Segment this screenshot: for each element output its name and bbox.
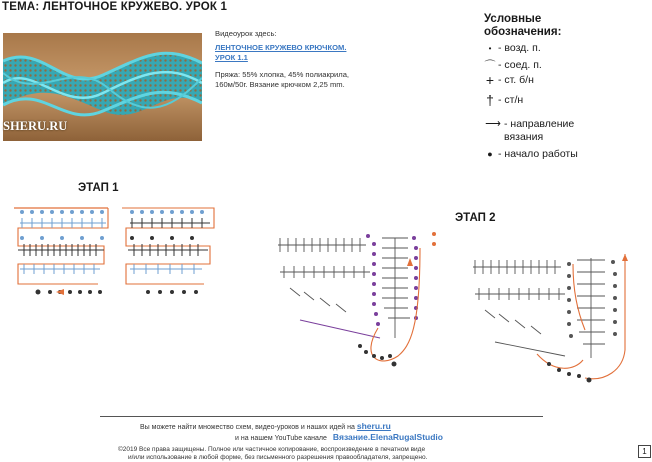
legend-label: - ст. б/н <box>498 74 534 86</box>
legend-label: - соед. п. <box>498 59 542 71</box>
legend-label: - начало работы <box>498 148 578 160</box>
video-link-line1[interactable]: ЛЕНТОЧНОЕ КРУЖЕВО КРЮЧКОМ. <box>215 43 347 52</box>
yarn-line1: Пряжа: 55% хлопка, 45% полиакрила, <box>215 70 350 79</box>
legend-item-dc <box>482 92 523 108</box>
direction-arrow-icon: ⟶ <box>485 118 501 130</box>
legend-item-start <box>482 148 578 160</box>
legend-label <box>504 118 574 144</box>
stage1-label: ЭТАП 1 <box>78 182 119 194</box>
stage1-diagram-b <box>122 208 214 294</box>
legend-item-slip <box>482 57 542 73</box>
legend-label: - возд. п. <box>498 42 541 54</box>
video-link-line2[interactable]: УРОК 1.1 <box>215 53 248 62</box>
stage2-diagrams <box>270 228 645 396</box>
legend-title <box>484 13 594 39</box>
copyright-line1: ©2019 Все права защищены. Полное или частичное копирование, воспроизведение в печатном виде <box>118 446 426 453</box>
legend-item-chain <box>482 42 541 54</box>
copyright-line2: и/или использование в любой форме, без письменного разрешения правообладателя, запрещено. <box>128 454 428 461</box>
legend-label-line1: - направление <box>504 118 575 130</box>
stage2-diagram-b <box>473 254 628 383</box>
stage1-diagrams <box>8 198 226 300</box>
yarn-line2: 160м/50г. Вязание крючком 2,25 mm. <box>215 80 345 89</box>
footer-text2: и на нашем YouTube канале <box>235 435 327 442</box>
footer-divider <box>100 416 543 417</box>
legend-item-sc <box>482 72 534 88</box>
stage2-label: ЭТАП 2 <box>455 212 496 224</box>
footer-line1 <box>140 421 391 431</box>
stage2-diagram-a <box>278 232 436 367</box>
single-crochet-icon: + <box>485 72 495 88</box>
chain-stitch-icon: • <box>488 43 492 53</box>
legend-title-line2: обозначения: <box>484 26 562 38</box>
start-dot-icon: ● <box>487 149 493 159</box>
legend-title-line1: Условные <box>484 13 542 25</box>
footer-text1: Вы можете найти множество схем, видео-уроков и наших идей на <box>140 424 355 431</box>
stage1-diagram-a <box>14 208 108 295</box>
legend-label: - ст/н <box>498 94 524 106</box>
video-link[interactable] <box>215 43 385 63</box>
legend-item-direction <box>482 118 574 144</box>
double-crochet-icon: † <box>486 92 494 108</box>
yarn-info <box>215 70 400 90</box>
photo-watermark: SHERU.RU <box>3 119 68 133</box>
youtube-link[interactable]: Вязание.ElenaRugalStudio <box>332 432 443 442</box>
slip-stitch-icon: ⌒ <box>484 60 496 72</box>
page-title: ТЕМА: ЛЕНТОЧНОЕ КРУЖЕВО. УРОК 1 <box>2 1 228 13</box>
video-label: Видеоурок здесь: <box>215 29 277 38</box>
legend-label-line2: вязания <box>504 131 544 143</box>
page-number: 1 <box>638 445 651 458</box>
sheru-link[interactable]: sheru.ru <box>356 421 391 431</box>
footer-line2 <box>235 432 443 442</box>
